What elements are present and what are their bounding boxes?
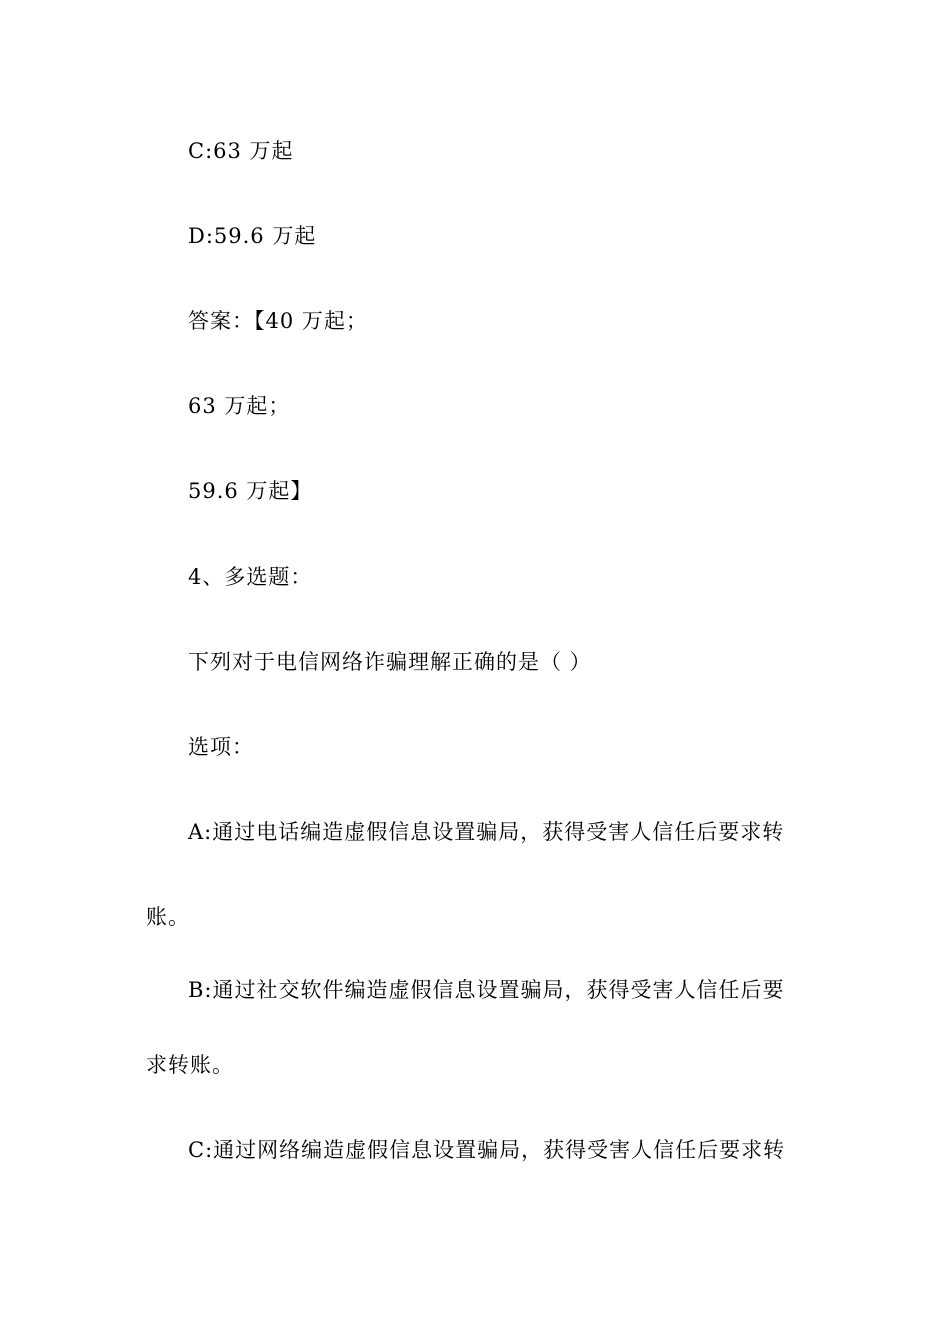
answer-line: 答案：【40 万起； xyxy=(188,309,368,333)
option-a-continued: 账。 xyxy=(146,905,190,929)
option-d-59-6: D:59.6 万起 xyxy=(188,224,317,248)
answer-line-2: 63 万起； xyxy=(188,394,291,418)
answer-line-3: 59.6 万起】 xyxy=(188,479,313,503)
option-b: B:通过社交软件编造虚假信息设置骗局，获得受害人信任后要 xyxy=(188,978,785,1002)
option-c-63: C:63 万起 xyxy=(188,139,294,163)
question-text: 下列对于电信网络诈骗理解正确的是（ ） xyxy=(188,650,592,674)
options-label: 选项： xyxy=(188,735,254,759)
question-number: 4、多选题： xyxy=(188,565,313,589)
option-c: C:通过网络编造虚假信息设置骗局，获得受害人信任后要求转 xyxy=(188,1138,786,1162)
option-b-continued: 求转账。 xyxy=(146,1053,234,1077)
option-a: A:通过电话编造虚假信息设置骗局，获得受害人信任后要求转 xyxy=(188,820,785,844)
